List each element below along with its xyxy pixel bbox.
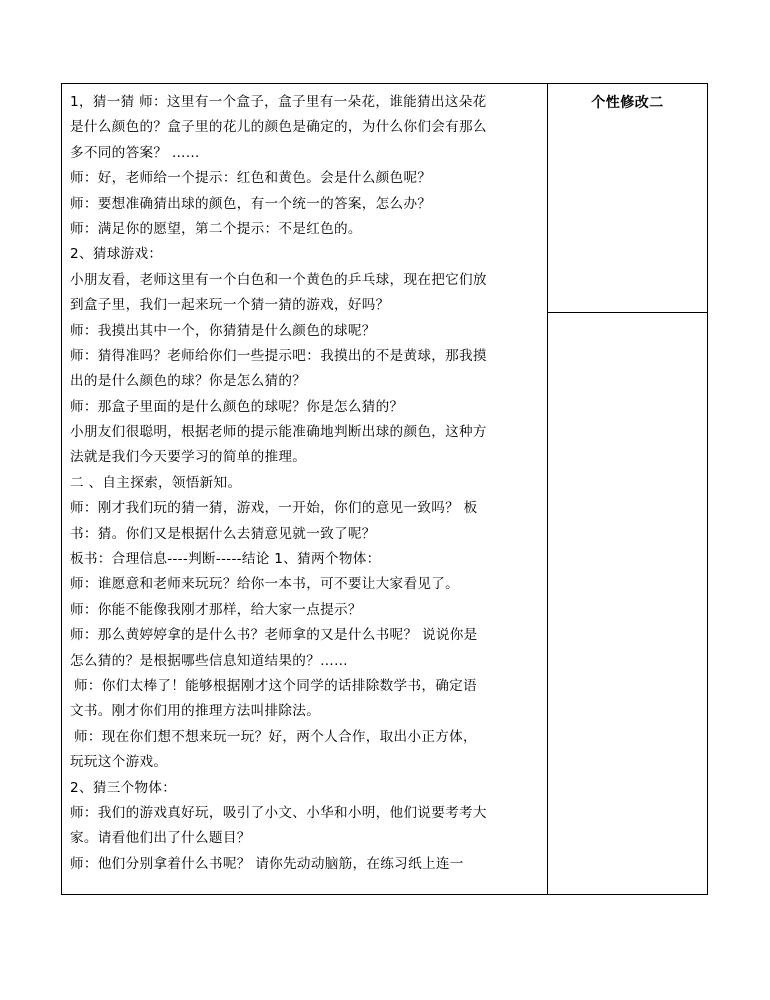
text-line: 怎么猜的？是根据哪些信息知道结果的？…… [70, 652, 348, 669]
text-line: 师：要想准确猜出球的颜色，有一个统一的答案，怎么办？ [70, 195, 432, 212]
text-line: 师：你能不能像我刚才那样，给大家一点提示？ [70, 601, 362, 618]
section-heading: 2、猜球游戏： [70, 246, 163, 263]
text-line: 到盒子里，我们一起来玩一个猜一猜的游戏，好吗？ [70, 297, 390, 314]
revision-column [548, 84, 707, 894]
text-line: 多不同的答案？ …… [70, 144, 200, 161]
lesson-table [61, 83, 708, 895]
text-line: 师：那么黄婷婷拿的是什么书？老师拿的又是什么书呢？ 说说你是 [70, 627, 478, 644]
section-heading: 二 、自主探索，领悟新知。 [70, 474, 242, 491]
text-line: 师：满足你的愿望，第二个提示：不是红色的。 [70, 220, 362, 237]
text-line: 家。请看他们出了什么题目？ [70, 830, 251, 847]
lesson-content-cell [62, 84, 548, 894]
text-line: 小朋友们很聪明，根据老师的提示能准确地判断出球的颜色，这种方 [70, 424, 487, 441]
text-line: 师：猜得准吗？老师给你们一些提示吧：我摸出的不是黄球，那我摸 [70, 347, 487, 364]
revision-header-cell [548, 84, 707, 313]
text-line: 师：刚才我们玩的猜一猜，游戏，一开始，你们的意见一致吗？ 板 [70, 500, 478, 517]
text-line: 法就是我们今天要学习的简单的推理。 [70, 449, 307, 466]
text-line: 书：猜。你们又是根据什么去猜意见就一致了呢？ [70, 525, 376, 542]
text-line: 文书。刚才你们用的推理方法叫排除法。 [70, 703, 321, 720]
text-line: 师：我们的游戏真好玩，吸引了小文、小华和小明，他们说要考考大 [70, 804, 487, 821]
text-line: 1，猜一猜 师：这里有一个盒子，盒子里有一朵花，谁能猜出这朵花 [70, 94, 487, 110]
text-line: 师：你们太棒了！能够根据刚才这个同学的话排除数学书，确定语 [74, 677, 477, 694]
revision-heading: 个性修改二 [591, 95, 664, 111]
text-line: 师：好，老师给一个提示：红色和黄色。会是什么颜色呢？ [70, 170, 432, 187]
text-line: 是什么颜色的？盒子里的花儿的颜色是确定的，为什么你们会有那么 [70, 119, 487, 136]
text-line: 师：现在你们想不想来玩一玩？好，两个人合作，取出小正方体， [74, 728, 477, 745]
text-line: 出的是什么颜色的球？你是怎么猜的？ [70, 373, 307, 390]
text-line: 师：我摸出其中一个，你猜猜是什么颜色的球呢？ [70, 322, 376, 339]
text-line: 师：他们分别拿着什么书呢？ 请你先动动脑筋，在练习纸上连一 [70, 855, 464, 872]
text-line: 师：谁愿意和老师来玩玩？给你一本书，可不要让大家看见了。 [70, 576, 460, 593]
text-line: 师：那盒子里面的是什么颜色的球呢？你是怎么猜的？ [70, 398, 404, 415]
section-heading: 2、猜三个物体： [70, 779, 177, 796]
text-line: 板书：合理信息----判断-----结论 1、猜两个物体： [70, 551, 381, 568]
text-line: 玩玩这个游戏。 [70, 754, 168, 771]
text-line: 小朋友看，老师这里有一个白色和一个黄色的乒乓球，现在把它们放 [70, 271, 487, 288]
